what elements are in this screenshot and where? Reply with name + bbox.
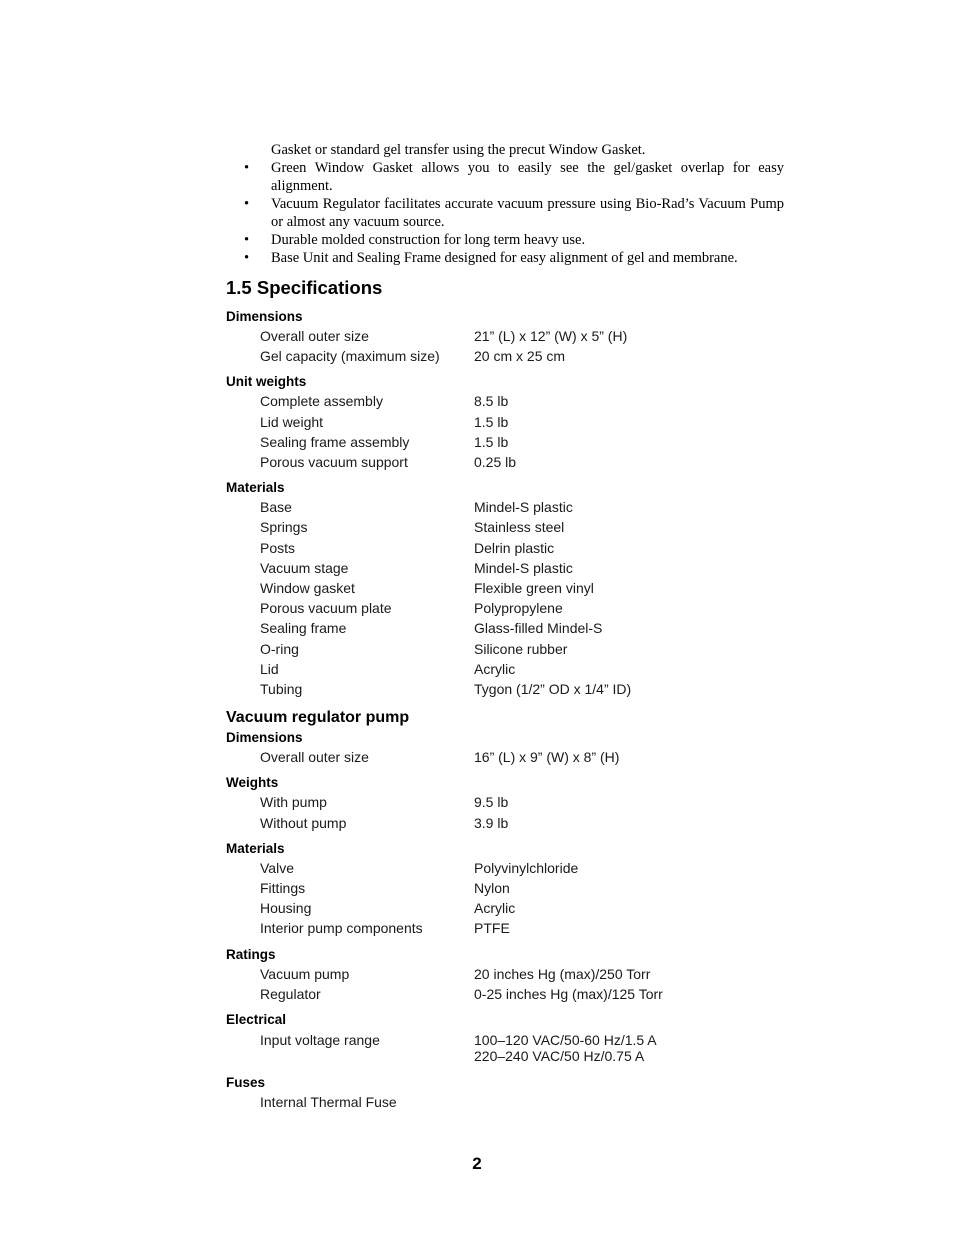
spec-value: 3.9 lb — [474, 814, 509, 831]
spec-row — [226, 326, 826, 346]
spec-value: 21” (L) x 12” (W) x 5” (H) — [474, 328, 628, 344]
group-heading-pump-dimensions: Dimensions — [226, 730, 303, 746]
bullet-item — [226, 249, 784, 267]
spec-row — [226, 639, 826, 659]
spec-row — [226, 1092, 826, 1112]
spec-label: With pump — [260, 794, 327, 811]
group-heading-materials: Materials — [226, 480, 285, 496]
spec-value: Silicone rubber — [474, 640, 568, 657]
spec-value-line: 220–240 VAC/50 Hz/0.75 A — [474, 1048, 645, 1065]
spec-row — [226, 432, 826, 452]
spec-label: Porous vacuum support — [260, 454, 408, 471]
spec-row — [226, 598, 826, 618]
spec-row — [226, 918, 826, 938]
feature-bullet-list — [226, 141, 784, 267]
spec-value: Acrylic — [474, 900, 516, 917]
spec-row — [226, 792, 826, 812]
spec-row — [226, 538, 826, 558]
group-heading-electrical: Electrical — [226, 1012, 287, 1028]
spec-row — [226, 679, 826, 699]
bullet-item — [226, 141, 784, 159]
spec-label: O-ring — [260, 640, 299, 657]
spec-value: Nylon — [474, 880, 510, 897]
spec-value: Stainless steel — [474, 519, 565, 536]
spec-label: Complete assembly — [260, 393, 383, 410]
spec-value: Glass-filled Mindel-S — [474, 620, 603, 637]
pump-subsection-title: Vacuum regulator pump — [226, 709, 410, 727]
spec-value: Polypropylene — [474, 600, 563, 617]
spec-label: Lid — [260, 660, 279, 677]
spec-row — [226, 497, 826, 517]
spec-row — [226, 452, 826, 472]
spec-label: Lid weight — [260, 413, 324, 430]
bullet-marker: • — [244, 160, 250, 176]
spec-label: Housing — [260, 900, 312, 917]
spec-row — [226, 659, 826, 679]
spec-label: Interior pump components — [260, 920, 423, 937]
section-title: 1.5 Specifications — [226, 277, 383, 298]
bullet-text: Green Window Gasket allows you to easily see the gel/gasket overlap for easy alignment. — [271, 160, 784, 194]
spec-label: Base — [260, 499, 292, 516]
spec-row — [226, 346, 826, 366]
spec-label: Springs — [260, 519, 308, 536]
spec-row — [226, 412, 826, 432]
spec-value: Tygon (1/2” OD x 1/4” ID) — [474, 681, 632, 698]
bullet-text: Vacuum Regulator facilitates accurate vacuum pressure using Bio-Rad’s Vacuum Pump or almost any vacuum source. — [271, 196, 784, 230]
bullet-item — [226, 159, 784, 195]
group-heading-dimensions: Dimensions — [226, 309, 303, 324]
spec-value: 8.5 lb — [474, 393, 509, 410]
spec-row — [226, 517, 826, 537]
bullet-text: Gasket or standard gel transfer using the precut Window Gasket. — [271, 142, 646, 158]
specifications-section — [226, 277, 826, 1112]
spec-row — [226, 558, 826, 578]
spec-row — [226, 578, 826, 598]
spec-label: Posts — [260, 539, 296, 556]
spec-label: Vacuum stage — [260, 559, 349, 576]
spec-row — [226, 391, 826, 411]
spec-label: Overall outer size — [260, 328, 369, 344]
page-number: 2 — [472, 1154, 482, 1173]
spec-label: Vacuum pump — [260, 965, 350, 982]
spec-row — [226, 618, 826, 638]
spec-row — [226, 813, 826, 833]
bullet-marker: • — [244, 232, 250, 248]
spec-value: Mindel-S plastic — [474, 499, 573, 516]
spec-label: Regulator — [260, 985, 321, 1002]
spec-value: 20 inches Hg (max)/250 Torr — [474, 965, 651, 982]
bullet-item — [226, 231, 784, 249]
spec-label: Sealing frame assembly — [260, 433, 410, 450]
spec-label: Fittings — [260, 880, 306, 897]
spec-value: Polyvinylchloride — [474, 859, 579, 876]
spec-label: Tubing — [260, 681, 303, 698]
spec-row — [226, 984, 826, 1004]
bullet-marker: • — [244, 196, 250, 212]
spec-value — [474, 1032, 826, 1064]
group-heading-ratings: Ratings — [226, 946, 276, 962]
bullet-text: Durable molded construction for long term heavy use. — [271, 232, 586, 248]
spec-value: Flexible green vinyl — [474, 580, 594, 597]
group-heading-pump-weights: Weights — [226, 775, 279, 791]
spec-label: Overall outer size — [260, 749, 369, 766]
spec-label: Valve — [260, 859, 294, 876]
spec-row — [226, 964, 826, 984]
spec-value: 0.25 lb — [474, 454, 517, 471]
spec-label: Porous vacuum plate — [260, 600, 392, 617]
bullet-item — [226, 195, 784, 231]
spec-row — [226, 747, 826, 767]
spec-label: Without pump — [260, 814, 347, 831]
spec-value: Acrylic — [474, 660, 516, 677]
group-heading-fuses: Fuses — [226, 1075, 266, 1091]
spec-value: 1.5 lb — [474, 413, 509, 430]
spec-row — [226, 878, 826, 898]
spec-label: Window gasket — [260, 580, 355, 597]
spec-value: Delrin plastic — [474, 539, 555, 556]
spec-value: 0-25 inches Hg (max)/125 Torr — [474, 985, 663, 1002]
spec-value: 9.5 lb — [474, 794, 509, 811]
spec-value: PTFE — [474, 920, 510, 937]
group-heading-pump-materials: Materials — [226, 840, 285, 856]
spec-label: Gel capacity (maximum size) — [260, 348, 440, 365]
spec-label: Input voltage range — [260, 1032, 380, 1049]
spec-row — [226, 898, 826, 918]
spec-value — [474, 1092, 826, 1112]
spec-value: Mindel-S plastic — [474, 559, 573, 576]
spec-label: Sealing frame — [260, 620, 347, 637]
spec-value-line: 100–120 VAC/50-60 Hz/1.5 A — [474, 1032, 657, 1049]
spec-value: 1.5 lb — [474, 433, 509, 450]
spec-label: Internal Thermal Fuse — [260, 1094, 397, 1111]
spec-row — [226, 1029, 826, 1067]
spec-row — [226, 858, 826, 878]
spec-value: 16” (L) x 9” (W) x 8” (H) — [474, 749, 620, 766]
group-heading-unit-weights: Unit weights — [226, 374, 307, 390]
bullet-text: Base Unit and Sealing Frame designed for easy alignment of gel and membrane. — [271, 250, 738, 266]
spec-value: 20 cm x 25 cm — [474, 348, 566, 365]
bullet-marker: • — [244, 250, 250, 266]
